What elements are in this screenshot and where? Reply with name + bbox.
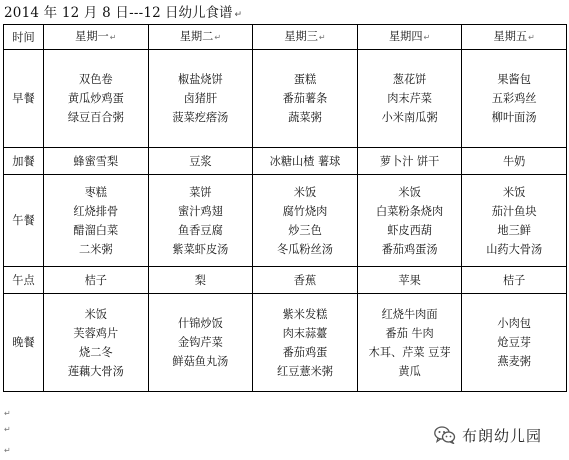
menu-cell — [148, 50, 253, 148]
row-label: 加餐 — [4, 148, 44, 175]
dish-item: 炝豆芽 — [497, 336, 531, 349]
menu-table — [3, 24, 567, 392]
menu-cell — [357, 267, 462, 294]
page-title — [4, 3, 242, 23]
menu-cell — [462, 50, 567, 148]
row-label: 午餐 — [4, 175, 44, 267]
dish-item: 双色卷 — [79, 73, 113, 86]
dish-item: 紫米发糕 — [282, 307, 328, 321]
menu-cell — [357, 294, 462, 392]
menu-cell — [462, 267, 567, 294]
dish-item: 蛋糕 — [293, 73, 317, 86]
dish-list — [358, 183, 462, 259]
dish-item: 木耳、芹菜 豆芽 — [368, 345, 451, 359]
dish-item: 米饭 — [502, 185, 526, 199]
paragraph-mark: ↵ — [4, 409, 11, 418]
menu-cell — [357, 175, 462, 267]
dish-list — [462, 152, 566, 171]
dish-item: 葱花饼 — [392, 73, 427, 86]
dish-item: 肉末芹菜 — [387, 92, 432, 105]
paragraph-mark: ↵ — [109, 33, 117, 42]
dish-list — [358, 152, 462, 171]
dish-item: 莲藕大骨汤 — [67, 364, 124, 378]
dish-item: 山药大骨汤 — [486, 242, 543, 256]
time-header-label: 时间 — [12, 30, 35, 44]
dish-item: 米饭 — [293, 185, 317, 199]
dish-item: 蜂蜜雪梨 — [73, 154, 119, 168]
dish-item: 米饭 — [84, 307, 107, 321]
day-label: 星期一 — [75, 30, 109, 43]
dish-item: 豆浆 — [189, 154, 212, 168]
dish-item: 燕麦粥 — [497, 355, 531, 368]
dish-item: 菜饼 — [189, 185, 212, 199]
dinner-row — [4, 294, 567, 392]
paragraph-mark: ↵ — [318, 33, 326, 42]
dish-item: 番茄薯条 — [282, 92, 328, 105]
menu-cell — [148, 294, 253, 392]
header-row — [4, 25, 567, 50]
dish-item: 香蕉 — [293, 273, 317, 287]
row-label: 晚餐 — [4, 294, 44, 392]
day-header-cell — [148, 25, 253, 50]
brand-watermark — [434, 423, 542, 447]
paragraph-mark: ↵ — [528, 33, 535, 42]
dish-item: 番茄鸡蛋 — [282, 345, 328, 359]
dish-item: 腐竹烧肉 — [282, 204, 328, 218]
dish-item: 红烧排骨 — [73, 204, 119, 218]
menu-cell — [253, 50, 358, 148]
day-header-cell — [357, 25, 462, 50]
dish-list — [44, 70, 148, 127]
menu-cell — [148, 267, 253, 294]
dish-item: 蜜汁鸡翅 — [178, 204, 223, 218]
menu-cell — [357, 148, 462, 175]
dish-item: 什锦炒饭 — [178, 317, 223, 330]
dish-item: 萝卜汁 饼干 — [379, 154, 440, 168]
dish-item: 小肉包 — [497, 317, 531, 330]
dish-list — [44, 305, 148, 381]
dish-list — [253, 70, 357, 127]
dish-item: 炒三色 — [288, 223, 322, 237]
menu-cell — [148, 175, 253, 267]
dish-item: 肉末蒜薹 — [282, 326, 328, 340]
menu-cell — [44, 267, 149, 294]
menu-cell — [148, 148, 253, 175]
menu-cell — [253, 148, 358, 175]
dish-list — [462, 183, 566, 259]
dish-item: 鲜菇鱼丸汤 — [172, 355, 229, 368]
paragraph-mark: ↵ — [4, 446, 11, 455]
dish-item: 紫菜虾皮汤 — [172, 242, 229, 256]
dish-item: 黄瓜炒鸡蛋 — [67, 92, 124, 105]
dish-item: 冬瓜粉丝汤 — [277, 242, 333, 256]
dish-item: 菠菜疙瘩汤 — [172, 111, 229, 124]
dish-item: 鱼香豆腐 — [178, 223, 223, 237]
day-label: 星期五 — [493, 30, 528, 43]
dish-item: 地三鲜 — [497, 223, 531, 237]
menu-cell — [462, 175, 567, 267]
dish-item: 茄汁鱼块 — [491, 204, 537, 218]
dish-list — [462, 271, 566, 290]
paragraph-mark: ↵ — [4, 425, 11, 434]
dish-item: 枣糕 — [84, 185, 107, 199]
lunch-row — [4, 175, 567, 267]
dish-list — [149, 183, 253, 259]
dish-item: 烧二冬 — [79, 345, 113, 359]
dish-item: 牛奶 — [502, 154, 526, 168]
day-header-cell — [44, 25, 149, 50]
title-date: 2014 年 12 月 8 日---12 — [4, 5, 161, 21]
dish-item: 苹果 — [398, 273, 421, 287]
dish-item: 柳叶面汤 — [491, 111, 537, 124]
time-header-cell — [4, 25, 44, 50]
dish-item: 果酱包 — [497, 73, 531, 86]
day-label: 星期二 — [179, 30, 214, 43]
dish-item: 米饭 — [398, 185, 421, 199]
dish-item: 红烧牛肉面 — [381, 307, 438, 321]
menu-cell — [253, 175, 358, 267]
dish-item: 黄瓜 — [398, 364, 421, 378]
dish-list — [253, 305, 357, 381]
paragraph-mark: ↵ — [214, 33, 222, 42]
day-label: 星期四 — [388, 30, 423, 43]
dish-list — [149, 314, 253, 371]
menu-cell — [462, 148, 567, 175]
dish-list — [358, 70, 462, 127]
snack-row — [4, 148, 567, 175]
dish-item: 金钩芹菜 — [178, 336, 223, 349]
dish-item: 梨 — [194, 273, 206, 287]
row-label: 早餐 — [4, 50, 44, 148]
dish-item: 白菜粉条烧肉 — [376, 204, 444, 218]
dish-item: 小米南瓜粥 — [381, 111, 438, 124]
dish-list — [253, 152, 357, 171]
menu-cell — [44, 175, 149, 267]
dish-item: 番茄鸡蛋汤 — [381, 242, 438, 256]
dish-list — [44, 183, 148, 259]
menu-cell — [462, 294, 567, 392]
wechat-icon — [434, 426, 456, 444]
dish-item: 桔子 — [84, 273, 107, 287]
dish-item: 番茄 牛肉 — [385, 326, 434, 340]
menu-cell — [44, 50, 149, 148]
dish-item: 蔬菜粥 — [288, 111, 322, 124]
dish-list — [44, 152, 148, 171]
dish-list — [462, 314, 566, 371]
dish-item: 椒盐烧饼 — [178, 73, 223, 86]
dish-list — [149, 152, 253, 171]
day-header-cell — [462, 25, 567, 50]
brand-name: 布朗幼儿园 — [462, 426, 543, 445]
dish-item: 五彩鸡丝 — [491, 92, 537, 105]
dish-list — [253, 183, 357, 259]
dish-list — [358, 305, 462, 381]
dish-item: 绿豆百合粥 — [67, 111, 124, 124]
dish-item: 卤猪肝 — [183, 92, 218, 105]
afternoon-snack-row — [4, 267, 567, 294]
breakfast-row — [4, 50, 567, 148]
dish-list — [149, 70, 253, 127]
dish-item: 芙蓉鸡片 — [73, 326, 119, 340]
row-label: 午点 — [4, 267, 44, 294]
paragraph-mark: ↵ — [423, 33, 431, 42]
dish-list — [462, 70, 566, 127]
dish-list — [149, 271, 253, 290]
dish-item: 桔子 — [502, 273, 526, 287]
dish-list — [358, 271, 462, 290]
menu-cell — [357, 50, 462, 148]
dish-item: 冰糖山楂 薯球 — [269, 154, 341, 168]
menu-cell — [44, 294, 149, 392]
dish-item: 醋溜白菜 — [73, 223, 119, 237]
dish-item: 虾皮西葫 — [387, 223, 432, 237]
dish-list — [44, 271, 148, 290]
dish-item: 二米粥 — [79, 242, 113, 256]
menu-cell — [253, 267, 358, 294]
dish-list — [253, 271, 357, 290]
title-suffix: 日幼儿食谱 — [164, 5, 233, 21]
day-label: 星期三 — [284, 30, 318, 43]
menu-cell — [44, 148, 149, 175]
paragraph-mark: ↵ — [234, 10, 242, 20]
day-header-cell — [253, 25, 358, 50]
dish-item: 红豆薏米粥 — [277, 364, 333, 378]
menu-cell — [253, 294, 358, 392]
